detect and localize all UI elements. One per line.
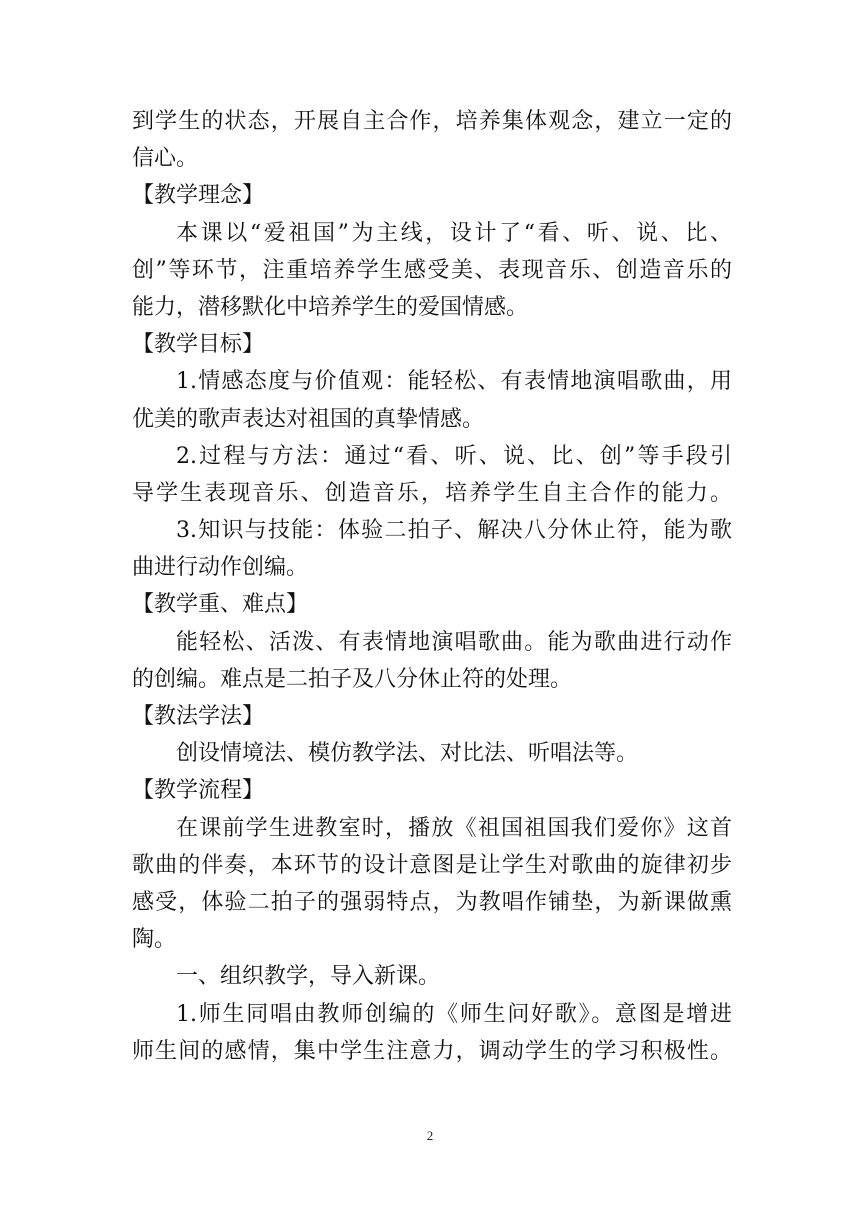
paragraph-line: 信心。 [132,146,199,172]
document-body [132,103,732,1070]
paragraph-line: 本课以“爱祖国”为主线，设计了“看、听、说、比、 [176,220,732,246]
section-heading: 【教学理念】 [132,183,265,209]
paragraph-line: 1.师生同唱由教师创编的《师生问好歌》。意图是增进 [176,1001,732,1027]
paragraph-line: 1.情感态度与价值观：能轻松、有表情地演唱歌曲，用 [176,369,732,395]
page-number: 2 [426,1128,434,1143]
paragraph-line: 2.过程与方法：通过“看、听、说、比、创”等手段引 [176,443,732,469]
paragraph-line: 歌曲的伴奏，本环节的设计意图是让学生对歌曲的旋律初步 [132,852,732,878]
paragraph-line: 一、组织教学，导入新课。 [176,964,441,990]
paragraph-line: 师生间的感情，集中学生注意力，调动学生的学习积极性。 [132,1038,732,1064]
paragraph-line: 陶。 [132,927,177,953]
section-heading: 【教学流程】 [132,778,265,804]
paragraph-line: 导学生表现音乐、创造音乐，培养学生自主合作的能力。 [132,480,732,506]
paragraph-line: 创”等环节，注重培养学生感受美、表现音乐、创造音乐的 [132,257,732,283]
paragraph-line: 创设情境法、模仿教学法、对比法、听唱法等。 [176,741,639,767]
paragraph-line: 能力，潜移默化中培养学生的爱国情感。 [132,294,529,320]
paragraph-line: 在课前学生进教室时，播放《祖国祖国我们爱你》这首 [176,815,732,841]
paragraph-line: 曲进行动作创编。 [132,555,309,581]
paragraph-line: 3.知识与技能：体验二拍子、解决八分休止符，能为歌 [176,518,732,544]
paragraph-line: 优美的歌声表达对祖国的真挚情感。 [132,406,485,432]
paragraph-line: 的创编。难点是二拍子及八分休止符的处理。 [132,666,573,692]
paragraph-line: 感受，体验二拍子的强弱特点，为教唱作铺垫，为新课做熏 [132,889,732,915]
paragraph-line: 能轻松、活泼、有表情地演唱歌曲。能为歌曲进行动作 [176,629,732,655]
section-heading: 【教学重、难点】 [132,592,309,618]
paragraph-line: 到学生的状态，开展自主合作，培养集体观念，建立一定的 [132,109,732,134]
section-heading: 【教学目标】 [132,332,265,358]
section-heading: 【教法学法】 [132,704,265,729]
